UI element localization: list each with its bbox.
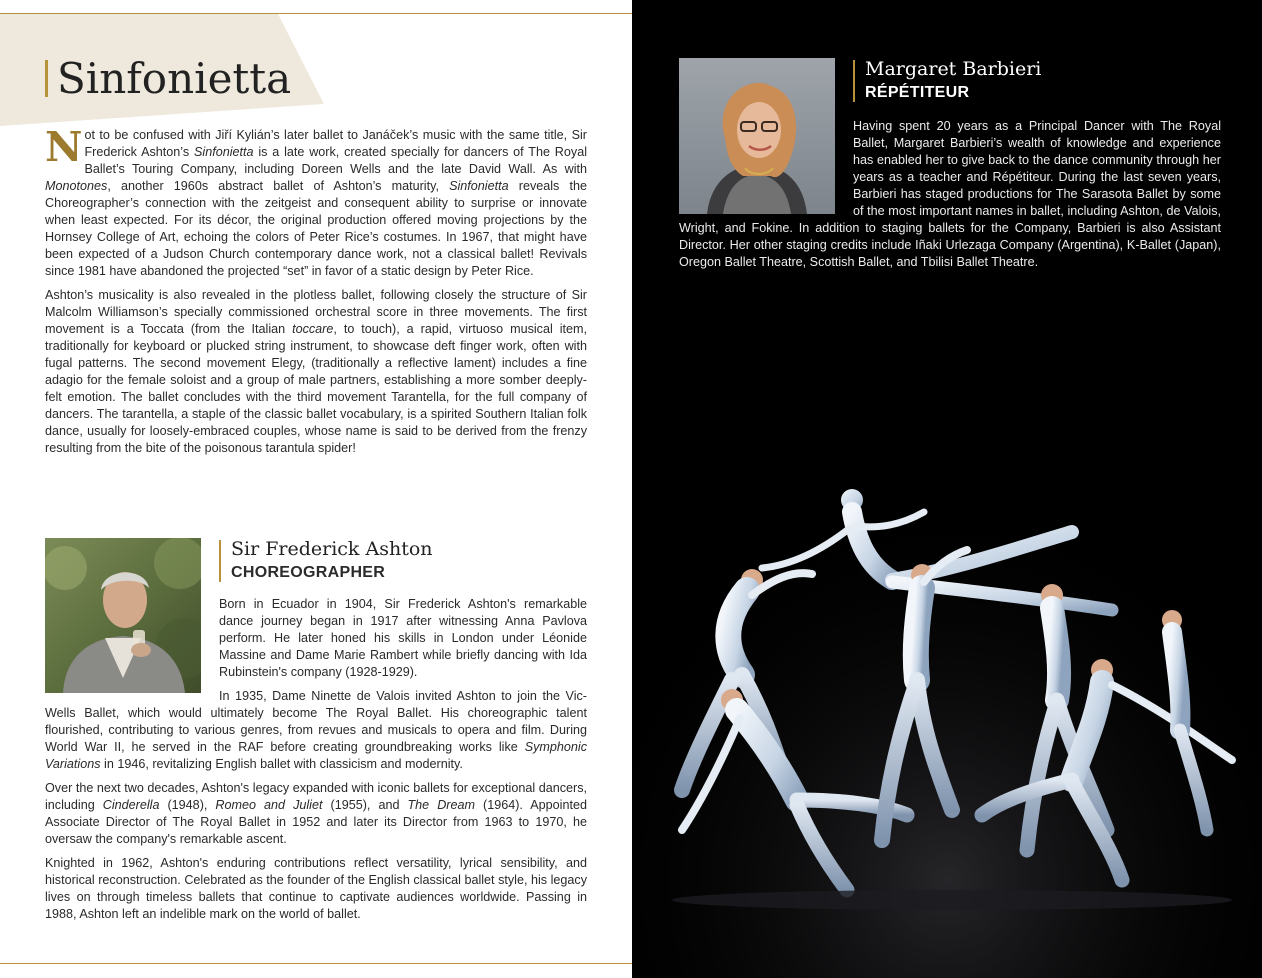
ashton-paragraph-1: Born in Ecuador in 1904, Sir Frederick Ashton's remarkable dance journey began in 1917 after witnessing Anna Pavlova perform. He later honed his skills in London under Léonide Massine and Dame Marie Rambert while briefly dancing with Ida Rubinstein's company (1928-1929). (219, 597, 587, 679)
intro-paragraph-1: Not to be confused with Jiří Kylián’s later ballet to Janáček’s music with the same title, Sir Frederick Ashton’s Sinfonietta is a late work, created specially for dancers of The Royal Ballet’s Touring Company, including Doreen Wells and the late David Wall. As with Monotones, another 1960s abstract ballet of Ashton’s maturity, Sinfonietta reveals the Choreographer’s connection with the zeitgeist and consequent ability to surprise or innovate when least expected. For its décor, the original production offered moving projections by the Hornsey College of Art, echoing the colors of Peter Rice’s costumes. In 1967, that might have been expected of a Judson Church contemporary dance work, not a classical ballet! Revivals since 1981 have abandoned the projected “set” in favor of a static design by Peter Rice. (45, 123, 587, 278)
intro-paragraph-2: Ashton’s musicality is also revealed in the plotless ballet, following closely the structure of Sir Malcolm Williamson’s specially commissioned orchestral score in three movements. The first movement is a Toccata (from the Italian toccare, to touch), a rapid, virtuoso musical item, traditionally for keyboard or plucked string instrument, to showcase deft finger work, often with fugal patterns. The second movement Elegy, (traditionally a reflective lament) includes a fine adagio for the female soloist and a group of male partners, establishing a more somber deeply-felt emotion. The ballet concludes with the third movement Tarantella, for the full company of dancers. The tarantella, a staple of the classic ballet vocabulary, is a spirited Southern Italian folk dance, usually for loosely-embraced couples, whose name is said to be derived from the frenzy resulting from the bite of the poisonous tarantula spider! (45, 288, 587, 455)
intro-text (45, 123, 587, 464)
ashton-name: Sir Frederick Ashton (231, 538, 433, 560)
page-title: Sinfonietta (57, 54, 292, 103)
right-page (632, 0, 1262, 978)
barbieri-bio-text (679, 118, 1221, 278)
title-accent-bar (45, 60, 48, 97)
barbieri-photo-wrap-space (679, 118, 853, 214)
barbieri-role: RÉPÉTITEUR (865, 84, 970, 101)
ashton-paragraph-2: In 1935, Dame Ninette de Valois invited Ashton to join the Vic-Wells Ballet, which would ultimately become The Royal Ballet. His choreographic talent flourished, contributing to various genres, from revues and musicals to opera and film. During World War II, he served in the RAF before creating groundbreaking works like Symphonic Variations in 1946, revitalizing English ballet with classicism and modernity. (45, 689, 587, 771)
ashton-photo-wrap-space (45, 596, 219, 696)
ashton-bio-text (45, 596, 587, 930)
bottom-gold-rule (0, 963, 632, 964)
dancers-photo (652, 470, 1262, 910)
barbieri-heading-bar (853, 60, 855, 102)
ashton-paragraph-4: Knighted in 1962, Ashton's enduring contributions reflect versatility, lyrical sensibility, and historical reconstruction. Celebrated as the founder of the English classical ballet style, his legacy lives on through timeless ballets that continue to captivate audiences worldwide. Passing in 1988, Ashton left an indelible mark on the world of ballet. (45, 856, 587, 921)
barbieri-name: Margaret Barbieri (865, 58, 1042, 80)
barbieri-paragraph-1: Having spent 20 years as a Principal Dancer with The Royal Ballet, Margaret Barbieri’s wealth of knowledge and experience has enabled her to give back to the dance community through her years as a teacher and Répétiteur. During the last seven years, Barbieri has staged productions for The Sarasota Ballet by some of the most important names in ballet, including Ashton, de Valois, Wright, and Fokine. In addition to staging ballets for the Company, Barbieri is also Assistant Director. Her other staging credits include Iñaki Urlezaga Company (Argentina), K-Ballet (Japan), Oregon Ballet Theatre, Scottish Ballet, and Tbilisi Ballet Theatre. (679, 119, 1221, 269)
ashton-heading-bar (219, 540, 221, 582)
ashton-paragraph-3: Over the next two decades, Ashton's legacy expanded with iconic ballets for exceptional dancers, including Cinderella (1948), Romeo and Juliet (1955), and The Dream (1964). Appointed Associate Director of The Royal Ballet in 1952 and later its Director from 1963 to 1970, he oversaw the company's remarkable ascent. (45, 781, 587, 846)
ashton-role: CHOREOGRAPHER (231, 564, 386, 581)
drop-cap: N (45, 123, 83, 171)
